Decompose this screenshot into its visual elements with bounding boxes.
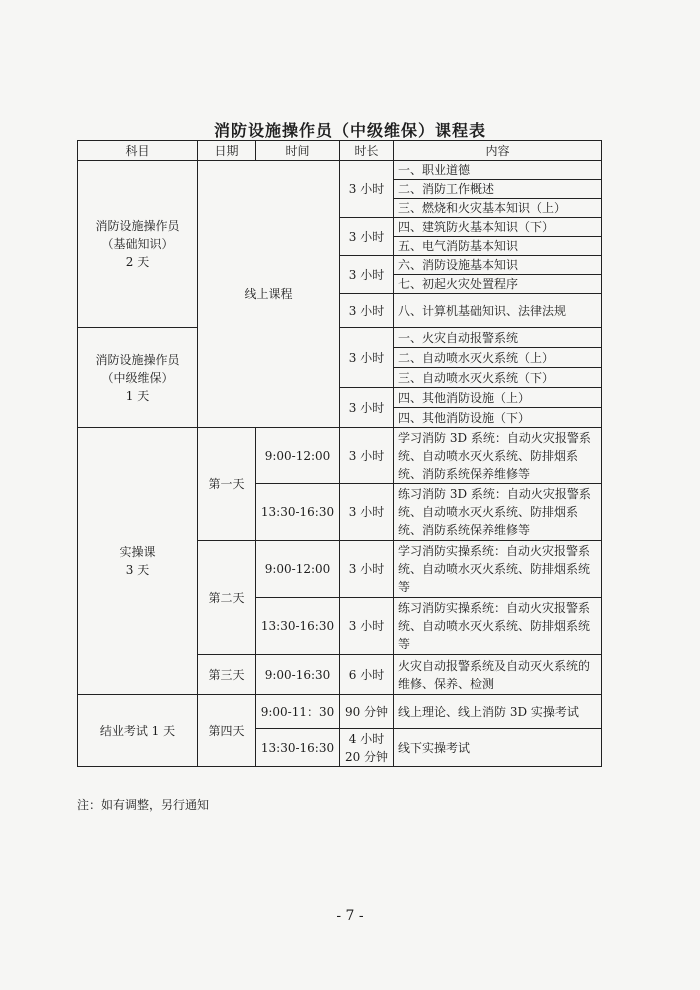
duration-cell: 3 小时	[340, 541, 394, 598]
duration-cell: 3 小时	[340, 256, 394, 294]
content-cell: 八、计算机基础知识、法律法规	[394, 294, 602, 328]
day-cell: 第四天	[198, 695, 256, 767]
subject-days: 3 天	[125, 563, 150, 577]
content-cell: 线上理论、线上消防 3D 实操考试	[394, 695, 602, 729]
time-cell: 9:00-16:30	[256, 655, 340, 695]
table-header-row	[78, 141, 602, 161]
content-cell: 练习消防实操系统：自动火灾报警系统、自动喷水灭火系统、防排烟系统等	[394, 598, 602, 655]
subject-days: 2 天	[125, 255, 150, 269]
duration-cell: 3 小时	[340, 328, 394, 388]
subject-intermediate-maintenance	[78, 328, 198, 428]
duration-cell: 3 小时	[340, 428, 394, 484]
table-row	[78, 695, 602, 729]
day-cell: 第二天	[198, 541, 256, 655]
content-cell: 二、消防工作概述	[394, 180, 602, 199]
duration-cell	[340, 729, 394, 767]
day-cell: 第一天	[198, 428, 256, 541]
content-cell: 学习消防 3D 系统：自动火灾报警系统、自动喷水灭火系统、防排烟系统、消防系统保养维修等	[394, 428, 602, 484]
content-cell: 四、其他消防设施（上）	[394, 388, 602, 408]
time-cell: 13:30-16:30	[256, 484, 340, 541]
content-cell: 学习消防实操系统：自动火灾报警系统、自动喷水灭火系统、防排烟系统等	[394, 541, 602, 598]
time-cell: 13:30-16:30	[256, 729, 340, 767]
course-schedule-table	[77, 140, 602, 767]
subject-name: 消防设施操作员	[95, 352, 180, 367]
subject-name: 实操课	[119, 545, 156, 559]
time-cell: 13:30-16:30	[256, 598, 340, 655]
header-content: 内容	[394, 141, 602, 161]
table-row	[78, 161, 602, 180]
duration-line: 4 小时	[348, 731, 385, 746]
header-date: 日期	[198, 141, 256, 161]
subject-sub: （基础知识）	[101, 237, 174, 251]
duration-cell: 6 小时	[340, 655, 394, 695]
subject-basic-knowledge	[78, 161, 198, 328]
footnote: 注：如有调整，另行通知	[77, 798, 210, 812]
subject-practical	[78, 428, 198, 695]
table-row	[78, 328, 602, 348]
time-cell: 9:00-12:00	[256, 428, 340, 484]
content-cell: 五、电气消防基本知识	[394, 237, 602, 256]
content-cell: 线下实操考试	[394, 729, 602, 767]
time-cell: 9:00-11：30	[256, 695, 340, 729]
content-cell: 四、其他消防设施（下）	[394, 408, 602, 428]
subject-sub: （中级维保）	[101, 370, 174, 385]
content-cell: 一、火灾自动报警系统	[394, 328, 602, 348]
content-cell: 火灾自动报警系统及自动灭火系统的维修、保养、检测	[394, 655, 602, 695]
subject-final-exam: 结业考试 1 天	[78, 695, 198, 767]
duration-cell: 3 小时	[340, 598, 394, 655]
online-course-cell: 线上课程	[198, 161, 340, 428]
page-number: - 7 -	[336, 908, 364, 924]
header-time: 时间	[256, 141, 340, 161]
subject-days: 1 天	[125, 388, 150, 403]
duration-cell: 3 小时	[340, 388, 394, 428]
content-cell: 三、燃烧和火灾基本知识（上）	[394, 199, 602, 218]
time-cell: 9:00-12:00	[256, 541, 340, 598]
duration-cell: 3 小时	[340, 218, 394, 256]
table-row	[78, 428, 602, 484]
content-cell: 四、建筑防火基本知识（下）	[394, 218, 602, 237]
duration-cell: 3 小时	[340, 161, 394, 218]
duration-cell: 3 小时	[340, 484, 394, 541]
content-cell: 二、自动喷水灭火系统（上）	[394, 348, 602, 368]
content-cell: 三、自动喷水灭火系统（下）	[394, 368, 602, 388]
duration-cell: 90 分钟	[340, 695, 394, 729]
duration-cell: 3 小时	[340, 294, 394, 328]
content-cell: 六、消防设施基本知识	[394, 256, 602, 275]
content-cell: 一、职业道德	[394, 161, 602, 180]
day-cell: 第三天	[198, 655, 256, 695]
subject-name: 消防设施操作员	[95, 219, 180, 233]
content-cell: 七、初起火灾处置程序	[394, 275, 602, 294]
duration-line: 20 分钟	[344, 749, 389, 764]
header-subject: 科目	[78, 141, 198, 161]
header-duration: 时长	[340, 141, 394, 161]
content-cell: 练习消防 3D 系统：自动火灾报警系统、自动喷水灭火系统、防排烟系统、消防系统保养维修等	[394, 484, 602, 541]
page-title: 消防设施操作员（中级维保）课程表	[213, 121, 486, 140]
